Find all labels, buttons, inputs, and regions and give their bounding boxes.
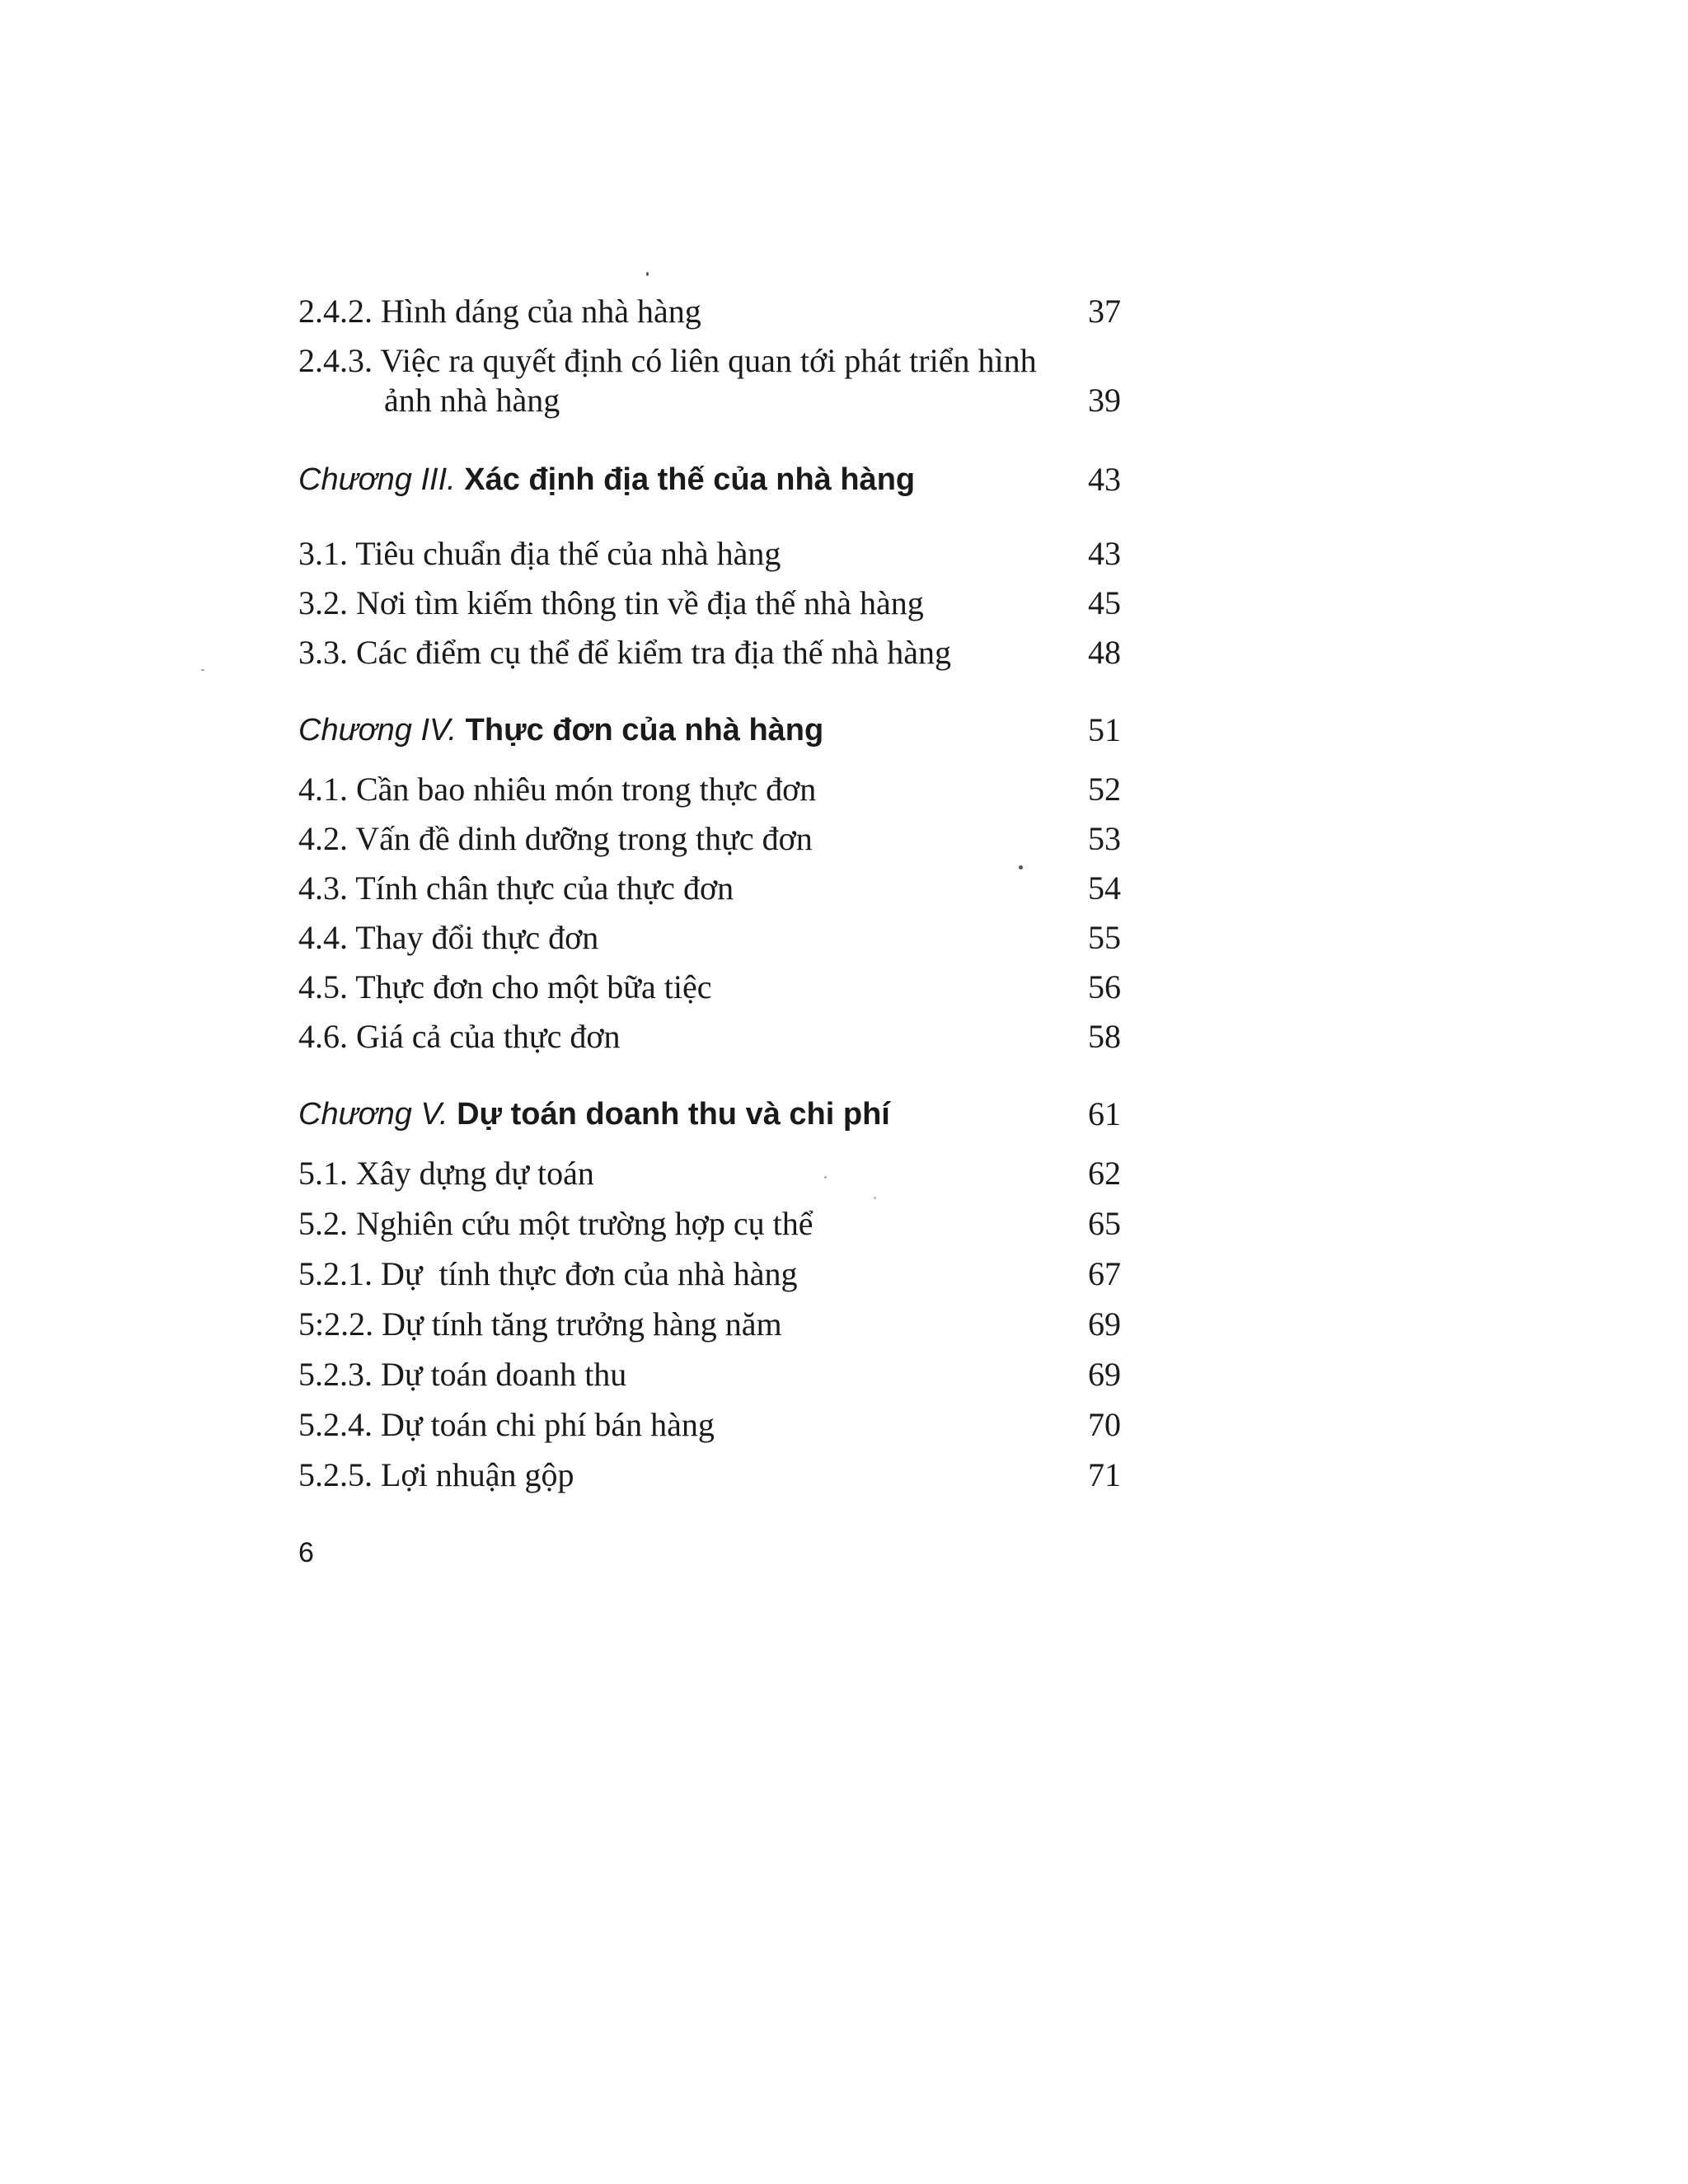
toc-entry-page: 43	[1088, 461, 1121, 498]
toc-entry-page: 39	[1088, 382, 1121, 419]
scan-speck	[646, 272, 649, 276]
toc-entry-title: Dự toán doanh thu	[381, 1356, 627, 1393]
toc-entry-page: 58	[1088, 1018, 1121, 1055]
toc-entry-page: 71	[1088, 1456, 1121, 1493]
chapter-label: Chương V.	[298, 1097, 448, 1132]
toc-entry-number: 5.1.	[298, 1155, 348, 1192]
chapter-title: Dự toán doanh thu và chi phí	[457, 1097, 890, 1132]
toc-entry-page: 37	[1088, 293, 1121, 330]
toc-entry-page: 62	[1088, 1155, 1121, 1192]
toc-entry-page: 61	[1088, 1095, 1121, 1132]
toc-entry-page: 55	[1088, 919, 1121, 956]
toc-entry-number: 3.1.	[298, 535, 348, 572]
toc-entry-number: 4.2.	[298, 820, 348, 857]
toc-entry-title: Dự tính tăng trưởng hàng năm	[382, 1305, 782, 1343]
toc-entry-title: Tính chân thực của thực đơn	[355, 869, 734, 907]
toc-entry-title: Lợi nhuận gộp	[381, 1456, 574, 1493]
toc-entry-page: 45	[1088, 584, 1121, 621]
toc-entry-5-2-3	[298, 1355, 1123, 1394]
chapter-label: Chương III.	[298, 462, 456, 497]
toc-entry-number: 5.2.5.	[298, 1456, 373, 1493]
toc-entry-number: 5:2.2.	[298, 1305, 374, 1343]
toc-entry-page: 48	[1088, 634, 1121, 671]
toc-entry-page: 51	[1088, 711, 1121, 748]
toc-entry-number: 4.3.	[298, 869, 348, 907]
toc-entry-number: 4.4.	[298, 919, 348, 956]
scan-speck	[201, 669, 204, 671]
toc-entry-number: 5.2.3.	[298, 1356, 373, 1393]
toc-entry-number: 2.4.3.	[298, 342, 373, 379]
toc-entry-page: 53	[1088, 820, 1121, 857]
toc-entry-number: 4.6.	[298, 1018, 348, 1055]
toc-entry-page: 43	[1088, 535, 1121, 572]
toc-entry-4-3	[298, 869, 1123, 908]
toc-entry-page: 69	[1088, 1305, 1121, 1343]
scan-speck	[824, 1176, 827, 1179]
toc-entry-3-1	[298, 534, 1123, 574]
toc-entry-page: 65	[1088, 1205, 1121, 1242]
toc-entry-number: 5.2.1.	[298, 1255, 373, 1292]
toc-entry-4-6	[298, 1017, 1123, 1057]
toc-entry-title: Xây dựng dự toán	[356, 1155, 594, 1192]
toc-chapter-5	[298, 1094, 1123, 1134]
toc-entry-title: Thay đổi thực đơn	[355, 919, 599, 956]
toc-chapter-4	[298, 710, 1123, 750]
toc-entry-4-4	[298, 918, 1123, 958]
toc-entry-number: 4.5.	[298, 968, 348, 1005]
toc-entry-title: Các điểm cụ thể để kiểm tra địa thế nhà hàng	[356, 634, 951, 671]
toc-entry-title: Dự toán chi phí bán hàng	[381, 1406, 715, 1443]
toc-entry-page: 69	[1088, 1356, 1121, 1393]
scan-speck	[874, 1197, 876, 1199]
toc-entry-page: 56	[1088, 968, 1121, 1005]
chapter-title: Xác định địa thế của nhà hàng	[464, 462, 916, 497]
toc-entry-number: 5.2.	[298, 1205, 348, 1242]
toc-entry-title: Giá cả của thực đơn	[356, 1018, 621, 1055]
toc-entry-5-2-5	[298, 1455, 1123, 1495]
toc-entry-5-2-2	[298, 1305, 1123, 1344]
toc-entry-5-2-1	[298, 1254, 1123, 1294]
chapter-label: Chương IV.	[298, 713, 457, 748]
toc-entry-3-2	[298, 583, 1123, 623]
toc-entry-title: Thực đơn cho một bữa tiệc	[355, 968, 712, 1005]
toc-entry-number: 2.4.2.	[298, 293, 373, 330]
toc-entry-title: Hình dáng của nhà hàng	[381, 293, 701, 330]
page-number: 6	[298, 1537, 314, 1568]
toc-entry-page: 54	[1088, 869, 1121, 907]
toc-entry-number: 3.3.	[298, 634, 348, 671]
toc-entry-5-2-4	[298, 1405, 1123, 1445]
toc-entry-4-2	[298, 819, 1123, 859]
toc-entry-title: Tiêu chuẩn địa thế của nhà hàng	[355, 535, 781, 572]
toc-entry-3-3	[298, 633, 1123, 673]
toc-entry-number: 4.1.	[298, 771, 348, 808]
toc-entry-title: Dự tính thực đơn của nhà hàng	[381, 1255, 798, 1292]
toc-entry-number: 3.2.	[298, 584, 348, 621]
toc-entry-5-2	[298, 1204, 1123, 1244]
toc-entry-2-4-2	[298, 292, 1123, 331]
toc-entry-number: 5.2.4.	[298, 1406, 373, 1443]
toc-entry-title: Nghiên cứu một trường hợp cụ thể	[356, 1205, 814, 1242]
toc-entry-page: 52	[1088, 771, 1121, 808]
toc-entry-title: Nơi tìm kiếm thông tin về địa thế nhà hàng	[356, 584, 924, 621]
toc-entry-5-1	[298, 1154, 1123, 1193]
toc-entry-page: 70	[1088, 1406, 1121, 1443]
chapter-title: Thực đơn của nhà hàng	[465, 713, 824, 748]
toc-entry-title: Cần bao nhiêu món trong thực đơn	[356, 771, 817, 808]
toc-entry-title-continued: ảnh nhà hàng	[384, 382, 560, 419]
scan-speck	[1019, 865, 1023, 869]
toc-entry-page: 67	[1088, 1255, 1121, 1292]
toc-entry-title: Vấn đề dinh dưỡng trong thực đơn	[355, 820, 813, 857]
toc-chapter-3	[298, 460, 1123, 499]
toc-entry-title: Việc ra quyết định có liên quan tới phát triển hình	[380, 342, 1037, 379]
toc-entry-4-1	[298, 770, 1123, 809]
toc-entry-4-5	[298, 968, 1123, 1007]
toc-entry-2-4-3	[298, 341, 1123, 381]
